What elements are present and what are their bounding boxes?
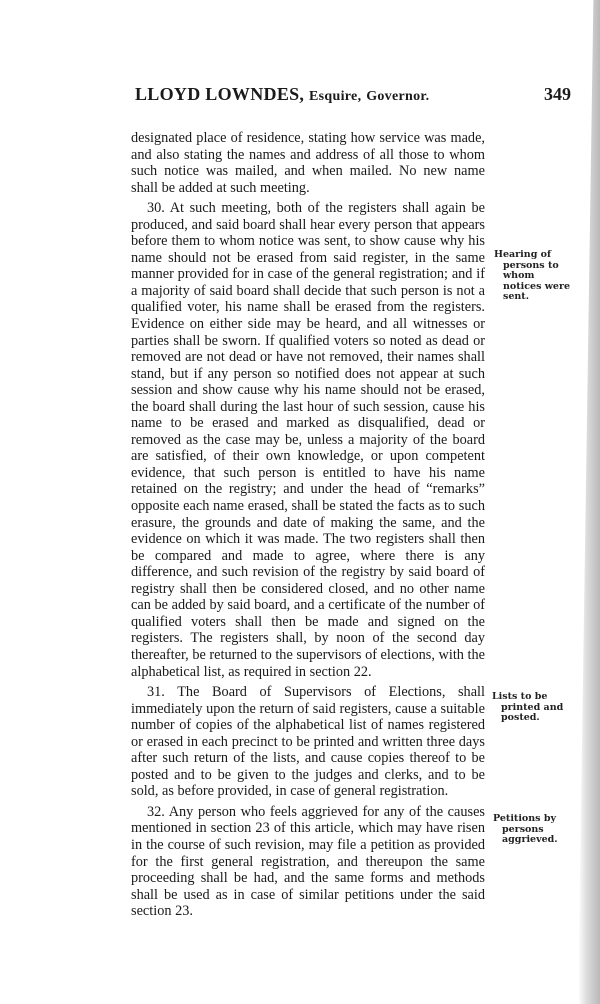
running-head xyxy=(135,84,429,105)
body-text xyxy=(131,130,485,920)
page-edge-shadow xyxy=(578,0,600,1004)
page-header xyxy=(135,84,575,108)
page-number: 349 xyxy=(544,84,571,104)
margin-note-petitions xyxy=(493,814,573,846)
margin-note-rest: persons aggrieved. xyxy=(502,823,558,845)
margin-note-rest: printed and posted. xyxy=(501,701,564,723)
running-head-name: LLOYD LOWNDES, xyxy=(135,84,305,104)
margin-note-hearing xyxy=(494,250,574,303)
margin-note-first-line: Hearing of xyxy=(494,249,552,260)
paragraph-continuation: designated place of residence, stating how service was made, and also stating the names and address of all those to whom such notice was mailed, and when mailed. No new name shall be added at such meeting. xyxy=(131,130,485,196)
margin-note-lists xyxy=(492,692,572,724)
paragraph-section-31: 31. The Board of Supervisors of Elections, shall immediately upon the return of said registers, cause a suitable number of copies of the alphabetical list of names registered or erased in each precinct to be printed and written three days after such return of the lists, and cause copies thereof to be posted and to be given to the judges and clerks, and to be sold, as before provided, in case of general registration. xyxy=(131,684,485,800)
margin-note-first-line: Lists to be xyxy=(492,691,548,702)
running-head-title-esquire: Esquire, xyxy=(309,89,362,104)
running-head-title-governor: Governor. xyxy=(366,89,430,104)
paragraph-section-32: 32. Any person who feels aggrieved for any of the causes mentioned in section 23 of this article, which may have risen in the course of such revision, may file a petition as provided for the first general registration, and thereupon the same proceeding shall be had, and the same forms and methods shall be used as in case of similar petitions under the said section 23. xyxy=(131,803,485,920)
margin-note-first-line: Petitions by xyxy=(493,813,556,824)
paragraph-section-30: 30. At such meeting, both of the registers shall again be produced, and said board shall hear every person that appears before them to whom notice was sent, to show cause why his name should not be erased from said register, in the same manner provided for in case of the general registration; and if a majority of said board shall decide that such person is not a qualified voter, his name shall be erased from the registers. Evidence on either side may be heard, and all witnesses or parties shall be sworn. If qualified voters so noted as dead or removed are not dead or have not removed, their names shall stand, but if any person so notified does not appear at such session and show cause why his name should not be erased, the board shall during the last hour of such session, cause his name to be erased and marked as disqualified, dead or removed as the case may be, unless a majority of the board are satisfied, of their own knowledge, or upon competent evidence, that such person is entitled to have his name retained on the registry; and under the head of “remarks” opposite each name erased, shall be stated the facts as to such erasure, the grounds and date of making the same, and the evidence on which it was made. The two registers shall then be compared and made to agree, where there is any difference, and such revision of the registry by said board of registry shall then be considered closed, and no other name can be added by said board, and a certificate of the number of qualified voters shall then be made and signed on the registers. The registers shall, by noon of the second day thereafter, be returned to the supervisors of elections, with the alphabetical list, as required in section 22. xyxy=(131,200,485,680)
margin-note-rest: persons to whom notices were sent. xyxy=(503,259,570,302)
